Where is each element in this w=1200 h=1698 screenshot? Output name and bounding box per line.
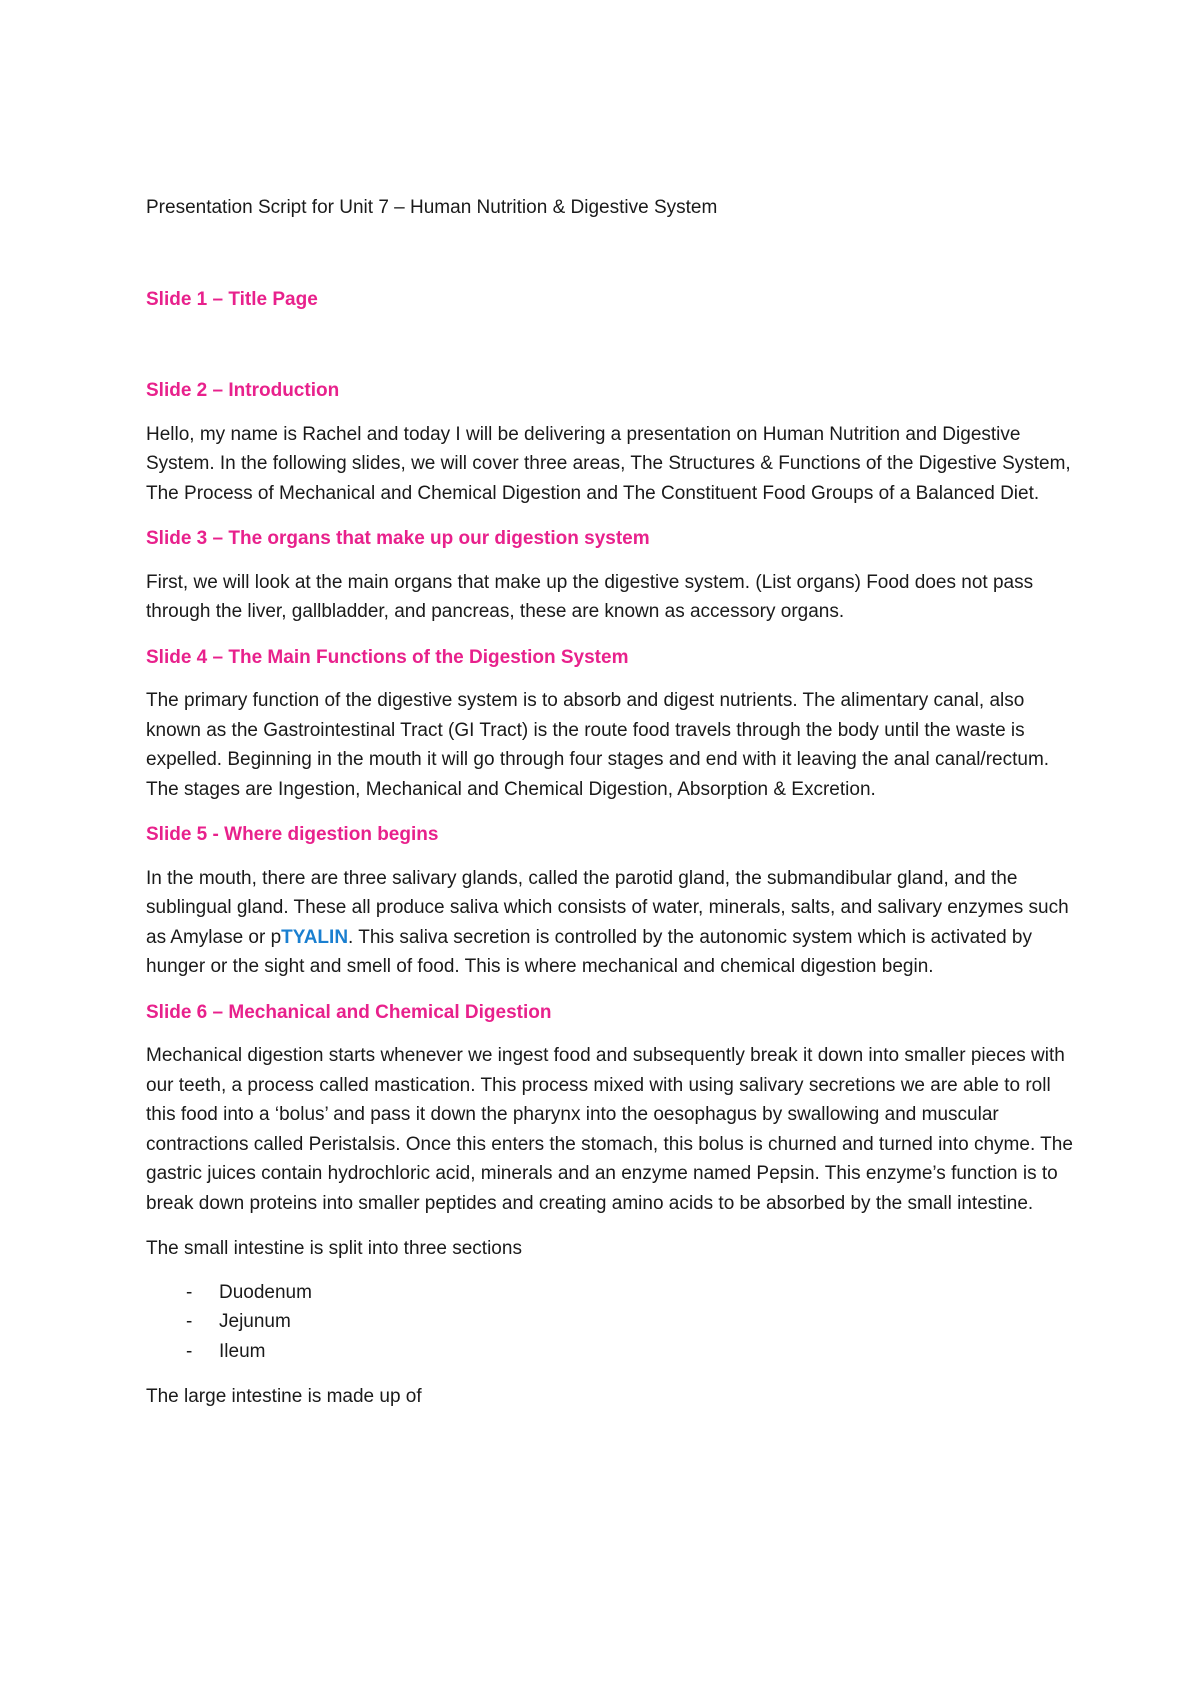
large-intestine-intro: The large intestine is made up of: [146, 1386, 422, 1407]
slide-5-body-end: . This saliva secretion is controlled by the autonomic system which is activated by hunger or the sight and smell of food. This is where mechanical and chemical digestion begin.: [146, 926, 1033, 977]
slide-4-heading: Slide 4 – The Main Functions of the Digestion System: [146, 646, 629, 668]
list-dash: -: [186, 1281, 193, 1303]
list-item-label: Ileum: [219, 1340, 266, 1362]
list-item: [146, 1278, 1076, 1308]
slide-5-body-start: In the mouth, there are three salivary glands, called the parotid gland, the submandibular gland, and the sublingual gland. These all produce saliva which consists of water, minerals, salts, and salivary enzymes such as Amylase or p: [146, 867, 1069, 948]
slide-2-heading: Slide 2 – Introduction: [146, 380, 340, 401]
list-item: [146, 1337, 1076, 1367]
slide-5-body: [146, 864, 1076, 982]
small-intestine-list: [146, 1278, 1076, 1367]
document-title: Presentation Script for Unit 7 – Human Nutrition & Digestive System: [146, 197, 718, 218]
list-dash: -: [186, 1340, 193, 1362]
tyalin-highlight: TYALIN: [281, 926, 349, 948]
document-content: [146, 193, 1076, 1412]
slide-2-body: Hello, my name is Rachel and today I will be delivering a presentation on Human Nutrition and Digestive System. In the following slides, we will cover three areas, The Structures & Functions of the Digestive System, The Process of Mechanical and Chemical Digestion and The Constituent Food Groups of a Balanced Diet.: [146, 423, 1071, 504]
list-dash: -: [186, 1311, 193, 1332]
slide-6-body: Mechanical digestion starts whenever we ingest food and subsequently break it down into smaller pieces with our teeth, a process called mastication. This process mixed with using salivary secretions we are able to roll this food into a ‘bolus’ and pass it down the pharynx into the oesophagus by swallowing and muscular contractions called Peristalsis. Once this enters the stomach, this bolus is churned and turned into chyme. The gastric juices contain hydrochloric acid, minerals and an enzyme named Pepsin. This enzyme’s function is to break down proteins into smaller peptides and creating amino acids to be absorbed by the small intestine.: [146, 1045, 1073, 1214]
list-item-label: Jejunum: [219, 1311, 291, 1332]
list-item-label: Duodenum: [219, 1281, 312, 1303]
slide-3-body: First, we will look at the main organs that make up the digestive system. (List organs) Food does not pass through the liver, gallbladder, and pancreas, these are known as accessory organs.: [146, 571, 1034, 622]
slide-1-heading: Slide 1 – Title Page: [146, 288, 318, 310]
slide-3-heading: Slide 3 – The organs that make up our digestion system: [146, 528, 650, 549]
list-item: [146, 1307, 1076, 1337]
slide-4-body: The primary function of the digestive system is to absorb and digest nutrients. The alimentary canal, also known as the Gastrointestinal Tract (GI Tract) is the route food travels through the body until the waste is expelled. Beginning in the mouth it will go through four stages and end with it leaving the anal canal/rectum. The stages are Ingestion, Mechanical and Chemical Digestion, Absorption & Excretion.: [146, 690, 1050, 800]
small-intestine-intro: The small intestine is split into three sections: [146, 1238, 522, 1259]
slide-6-heading: Slide 6 – Mechanical and Chemical Digestion: [146, 1001, 552, 1023]
slide-5-heading: Slide 5 - Where digestion begins: [146, 824, 439, 845]
